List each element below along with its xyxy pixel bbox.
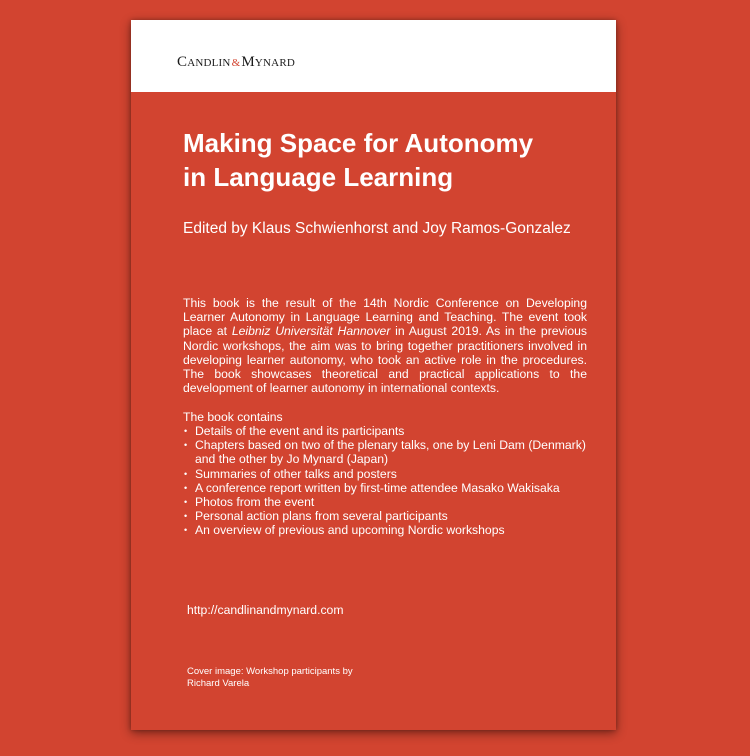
contents-list xyxy=(183,424,593,538)
contents-item: • Summaries of other talks and posters xyxy=(183,467,593,481)
description-text-start: This book is the result of the 14th Nordic Conference on Developing Learner Autonomy in Language Learning and Teaching. The event took place at xyxy=(183,296,587,339)
publisher-website: http://candlinandmynard.com xyxy=(187,603,344,617)
contents-item: • Photos from the event xyxy=(183,495,593,509)
publisher-name-part1: Candlin xyxy=(177,54,231,70)
book-description xyxy=(183,296,587,395)
book-back-cover xyxy=(131,20,616,730)
publisher-ampersand: & xyxy=(231,57,241,69)
contents-item: • Personal action plans from several participants xyxy=(183,509,593,523)
contents-item: • An overview of previous and upcoming Nordic workshops xyxy=(183,523,593,537)
cover-image-credit: Cover image: Workshop participants by Richard Varela xyxy=(187,666,353,689)
publisher-name-part2: Mynard xyxy=(241,54,295,70)
description-text-end: in August 2019. As in the previous Nordic workshops, the aim was to bring together practitioners involved in developing learner autonomy, who took an active role in the procedures. The book showcases theoretical and practical applications to the development of learner autonomy in international contexts. xyxy=(183,324,587,396)
book-editors: Edited by Klaus Schwienhorst and Joy Ramos-Gonzalez xyxy=(183,220,571,237)
book-title: Making Space for Autonomy in Language Learning xyxy=(183,128,534,192)
publisher-logo xyxy=(177,54,295,71)
contents-item: • Chapters based on two of the plenary talks, one by Leni Dam (Denmark) and the other by Jo Mynard (Japan) xyxy=(183,438,593,466)
description-venue: Leibniz Universität Hannover xyxy=(231,324,391,339)
contents-item: • A conference report written by first-time attendee Masako Wakisaka xyxy=(183,481,593,495)
publisher-band xyxy=(131,20,616,92)
contents-intro: The book contains xyxy=(183,410,283,424)
contents-item: • Details of the event and its participants xyxy=(183,424,593,438)
